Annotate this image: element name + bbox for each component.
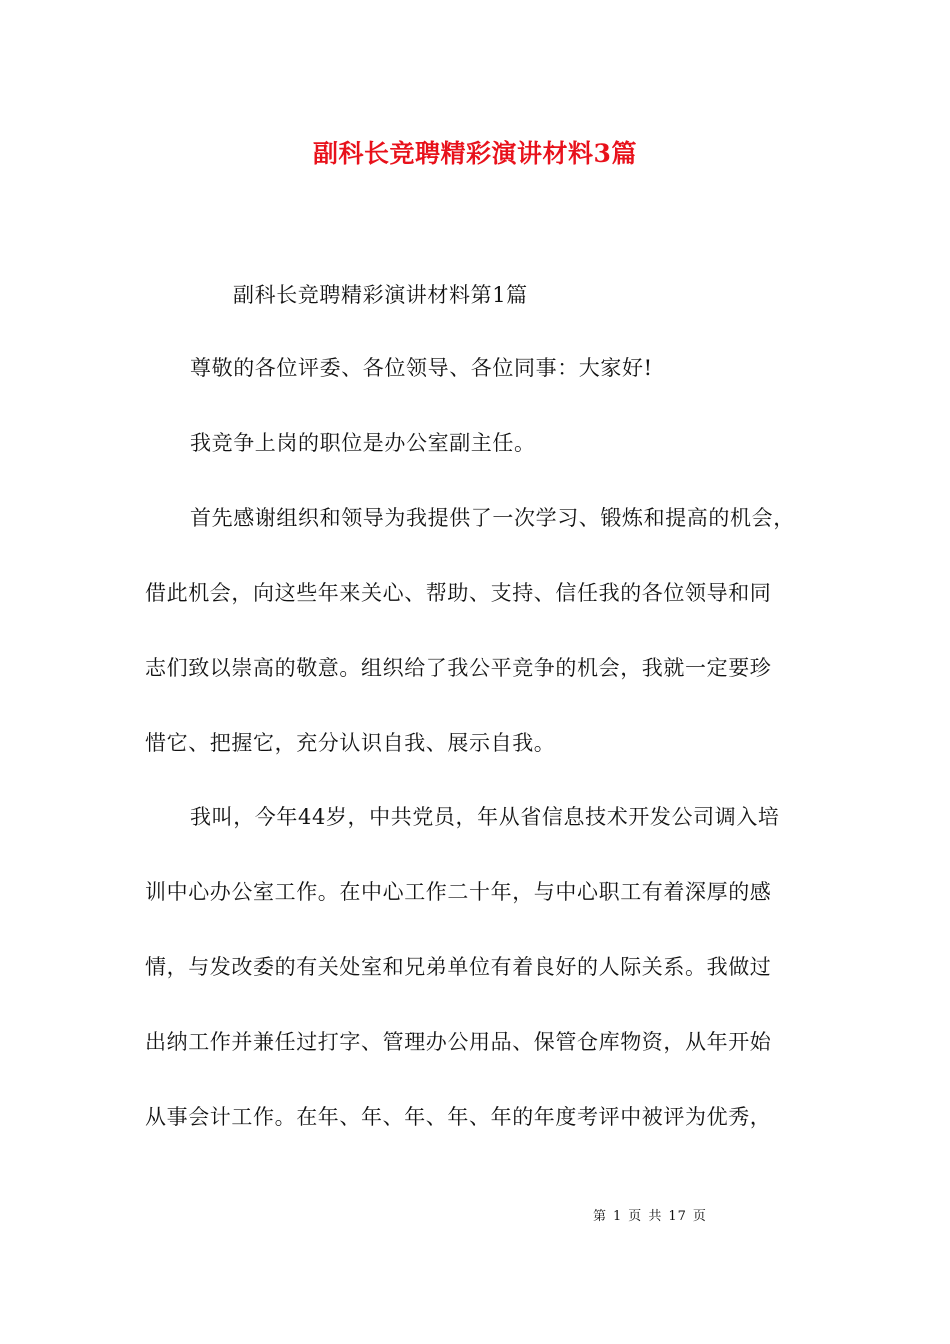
document-title: 副科长竞聘精彩演讲材料3篇: [313, 139, 637, 168]
footer-prefix: 第: [593, 1209, 608, 1224]
footer-total-pages: 17: [668, 1209, 687, 1224]
body-line: 我竞争上岗的职位是办公室副主任。: [190, 431, 536, 455]
body-line: 尊敬的各位评委、各位领导、各位同事：大家好!: [190, 356, 653, 380]
body-line: 从事会计工作。在年、年、年、年、年的年度考评中被评为优秀，: [145, 1105, 772, 1129]
footer-total-prefix: 共: [648, 1209, 663, 1224]
section-heading: 副科长竞聘精彩演讲材料第1篇: [233, 283, 528, 307]
body-line: 志们致以崇高的敬意。组织给了我公平竞争的机会，我就一定要珍: [145, 656, 772, 680]
body-line: 借此机会，向这些年来关心、帮助、支持、信任我的各位领导和同: [145, 581, 772, 605]
body-line: 情，与发改委的有关处室和兄弟单位有着良好的人际关系。我做过: [145, 955, 772, 979]
footer-current-page: 1: [613, 1209, 623, 1224]
body-line: 我叫，今年44岁，中共党员，年从省信息技术开发公司调入培: [190, 805, 780, 829]
body-line: 出纳工作并兼任过打字、管理办公用品、保管仓库物资，从年开始: [145, 1030, 772, 1054]
footer-page-word: 页: [628, 1209, 643, 1224]
page-footer: [593, 1208, 713, 1226]
body-line: 惜它、把握它，充分认识自我、展示自我。: [145, 731, 556, 755]
body-line: 首先感谢组织和领导为我提供了一次学习、锻炼和提高的机会，: [190, 506, 795, 530]
body-line: 训中心办公室工作。在中心工作二十年，与中心职工有着深厚的感: [145, 880, 772, 904]
footer-suffix: 页: [692, 1209, 707, 1224]
